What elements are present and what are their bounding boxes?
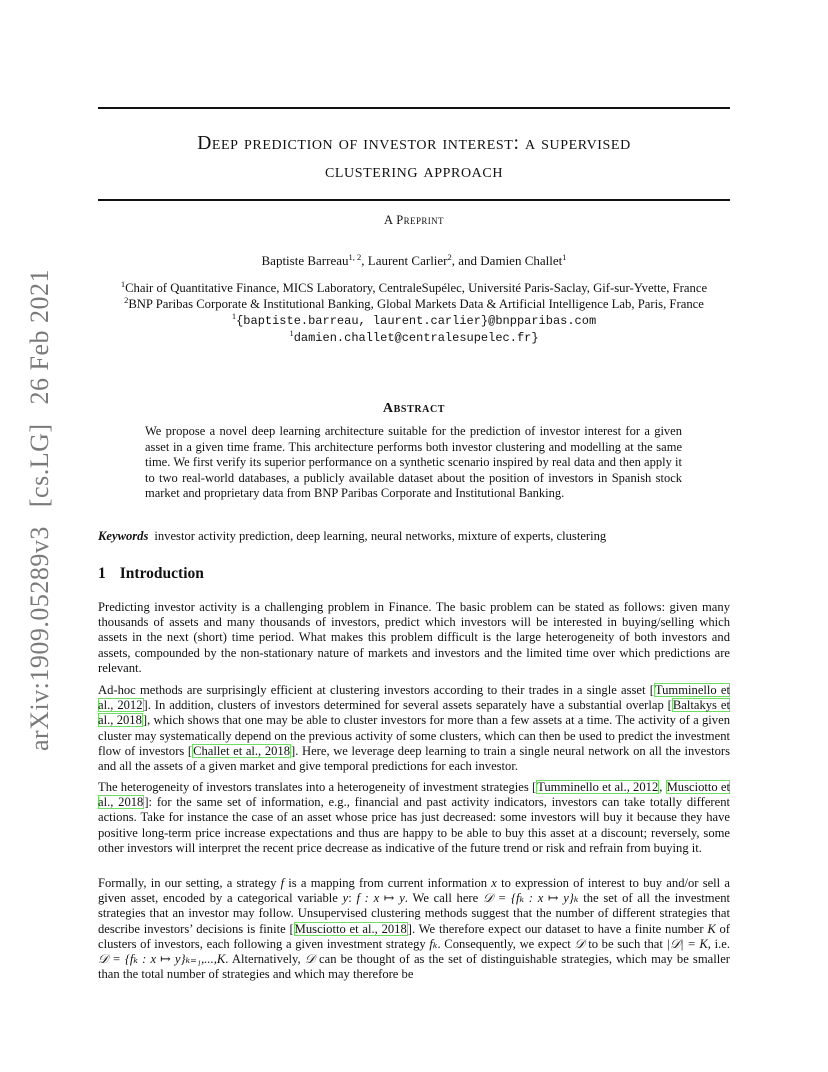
email-address[interactable]: damien.challet@centralesupelec.fr}	[293, 331, 539, 345]
text-run: Ad-hoc methods are surprisingly efficient at clustering investors according to their trades in a single asset [	[98, 683, 654, 697]
citation-link[interactable]: Challet et al., 2018	[193, 743, 291, 758]
citation-link[interactable]: Tumminello et al., 2012	[537, 780, 659, 794]
text-run: , i.e.	[707, 936, 730, 951]
text-run: to be such that	[584, 936, 667, 951]
math-inline: K	[707, 921, 716, 936]
author-name: Damien Challet	[480, 253, 563, 268]
email-line-2	[98, 329, 730, 346]
math-inline: y	[342, 891, 349, 906]
affiliation-2	[98, 296, 730, 312]
text-run: ]: for the same set of information, e.g., financial and past activity indicators, investors can take totally different actions. Take for instance the case of an asset whose price has just decreased: some investors will buy it because they have positive long-term price increase expectations and thus are happy to be able to buy this asset at a discount; reversely, some other investors will interpret the recent price decrease as indicative of the future trend or risk and refrain from buying it.	[98, 795, 730, 855]
author-affil-marker: 2	[447, 252, 452, 262]
text-run: Formally, in our setting, a strategy	[98, 876, 281, 890]
email-address[interactable]: {baptiste.barreau, laurent.carlier}@bnpparibas.com	[236, 314, 597, 328]
keywords	[98, 529, 730, 544]
email-line-1	[98, 312, 730, 329]
bottom-rule	[98, 199, 730, 201]
title-line-2: clustering approach	[324, 161, 504, 182]
text-run: ]. Here, we leverage deep learning to train a single neural network on all the investors and all the assets of a given market and give temporal predictions for each investor.	[98, 743, 730, 774]
affiliation-1	[98, 280, 730, 296]
citation-link[interactable]: Baltakys et al., 2018	[98, 698, 730, 728]
abstract-heading: Abstract	[382, 401, 446, 416]
math-inline: 𝒟 = {fₖ : x ↦ y}ₖ₌₁,...,K	[98, 952, 226, 967]
citation-link[interactable]: Tumminello et al., 2012	[98, 683, 730, 713]
text-run: ], which shows that one may be able to cluster investors for more than a few assets at a time. The activity of a given cluster may systematically depend on the previous activity of some clusters, which can then be used to predict the investment flow of investors [	[98, 713, 730, 758]
top-rule	[98, 107, 730, 109]
text-run: . We call here	[404, 891, 483, 906]
text-run: The heterogeneity of investors translates into a heterogeneity of investment strategies [	[98, 780, 537, 794]
section-heading	[98, 565, 204, 583]
math-inline: x	[491, 876, 497, 890]
affiliations	[98, 280, 730, 346]
preprint-label: A Preprint	[384, 213, 444, 227]
arxiv-date: 26 Feb 2021	[25, 268, 54, 405]
affil-marker: 1	[231, 311, 237, 321]
author-list	[98, 253, 730, 269]
author-separator: , and	[451, 253, 481, 268]
text-run: :	[348, 891, 357, 906]
text-run: the set of all the investment strategies that an investor may follow. Unsupervised clustering methods suggest that the number of different strategies that describe investors’ decisions is finite [	[98, 891, 730, 936]
citation-link[interactable]: Musciotto et al., 2018	[98, 780, 730, 810]
author-name: Baptiste Barreau	[261, 253, 349, 268]
math-inline: f	[280, 876, 285, 890]
section-number: 1	[98, 565, 106, 582]
arxiv-category: [cs.LG]	[25, 423, 54, 508]
affil-marker: 1	[120, 279, 126, 289]
arxiv-stamp	[25, 263, 55, 757]
paper-title	[98, 130, 730, 186]
section-title: Introduction	[119, 565, 204, 582]
abstract-text: We propose a novel deep learning architecture suitable for the prediction of investor interest for a given asset in a given time frame. This architecture performs both investor clustering and modelling at the same time. We first verify its superior performance on a synthetic scenario inspired by real data and then apply it to two real-world databases, a publicly available dataset about the position of investors in Spanish stock market and proprietary data from BNP Paribas Corporate and Institutional Banking.	[145, 424, 682, 500]
text-run: . Alternatively,	[225, 952, 305, 967]
arxiv-id: arXiv:1909.05289v3	[25, 526, 54, 752]
math-inline: 𝒟	[304, 952, 315, 967]
keywords-label: Keywords	[98, 529, 149, 543]
text-run: of clusters of investors, each following a given investment strategy	[98, 921, 730, 951]
paragraph-3	[98, 780, 730, 856]
author-affil-marker: 1	[562, 252, 567, 262]
author-separator: ,	[361, 253, 368, 268]
math-inline: 𝒟	[574, 936, 585, 951]
paragraph-1: Predicting investor activity is a challenging problem in Finance. The basic problem can be stated as follows: given many thousands of assets and many thousands of investors, predict which investors will be interested in buying/selling which assets in the next (short) time period. What makes this problem difficult is the large heterogeneity of both investors and assets, compounded by the non-stationary nature of markets and investors and the limited time over which predictions are relevant.	[98, 600, 730, 675]
text-run: ]. In addition, clusters of investors determined for several assets separately have a substantial overlap [	[143, 698, 672, 713]
text-run: to expression of interest to buy and/or sell a given asset, encoded by a categorical variable	[98, 876, 730, 906]
paragraph-4	[98, 876, 730, 982]
citation-link[interactable]: Musciotto et al., 2018	[294, 921, 407, 936]
math-inline: f : x ↦ y	[356, 891, 405, 906]
math-inline: |𝒟| = K	[666, 936, 708, 951]
keywords-text: investor activity prediction, deep learning, neural networks, mixture of experts, clustering	[154, 529, 607, 543]
affil-marker: 2	[124, 295, 129, 305]
paragraph-2	[98, 683, 730, 774]
text-run: is a mapping from current information	[284, 876, 492, 890]
affil-text: BNP Paribas Corporate & Institutional Banking, Global Markets Data & Artificial Intelligence Lab, Paris, France	[128, 297, 704, 311]
affil-text: Chair of Quantitative Finance, MICS Laboratory, CentraleSupélec, Université Paris-Saclay, Gif-sur-Yvette, France	[125, 281, 708, 295]
text-run: ]. We therefore expect our dataset to have a finite number	[407, 921, 708, 936]
text-run: can be thought of as the set of distinguishable strategies, which may be smaller than the total number of strategies and which may therefore be	[98, 952, 730, 982]
affil-marker: 1	[289, 328, 294, 338]
author-name: Laurent Carlier	[367, 253, 448, 268]
math-inline: fₖ	[429, 936, 438, 951]
text-run: . Consequently, we expect	[437, 936, 575, 951]
text-run: ,	[659, 780, 666, 794]
title-line-1: Deep prediction of investor interest: a supervised	[197, 133, 631, 154]
author-affil-marker: 1, 2	[348, 252, 362, 262]
math-inline: 𝒟 = {fₖ : x ↦ y}ₖ	[482, 891, 579, 906]
